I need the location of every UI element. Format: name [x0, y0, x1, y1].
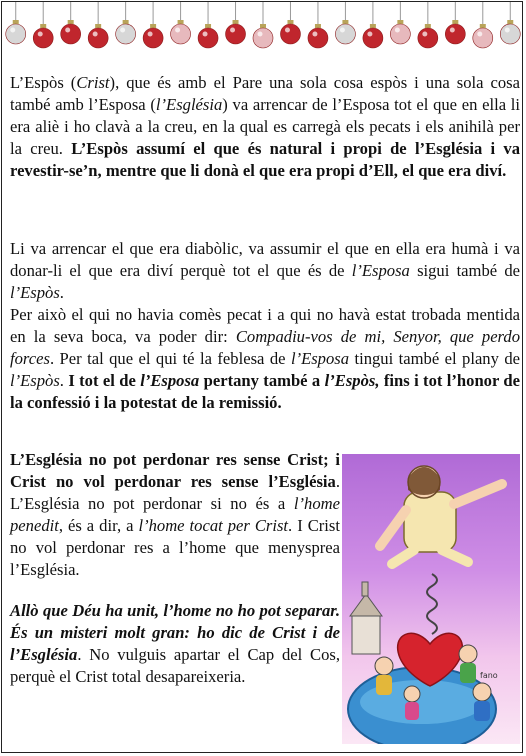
- child-figure: [459, 645, 477, 663]
- text: Li va arrencar el que era diabòlic, va assumir el que en ella era humà i va donar-li el que era diví perquè tot el que és de: [10, 239, 520, 280]
- christmas-ball-icon: [500, 24, 520, 44]
- ornament-highlight: [120, 28, 125, 33]
- text: sigui també de: [409, 261, 520, 280]
- ornament-cap: [178, 20, 184, 24]
- child-figure: [473, 683, 491, 701]
- italic-text: l’Espòs: [10, 283, 60, 302]
- text: tingui també el plany de: [349, 349, 521, 368]
- italic-text: l’Espòs: [10, 371, 60, 390]
- text: L’Espòs (: [10, 73, 77, 92]
- text: . I Crist no vol perdonar res a l’home que menysprea l’Església.: [10, 516, 340, 579]
- christmas-ball-icon: [253, 28, 273, 48]
- christmas-ball-icon: [280, 24, 300, 44]
- paragraph-5: [10, 600, 340, 688]
- ornament-cap: [95, 24, 101, 28]
- text: ), que és amb el Pare una sola cosa espòs i una sola cosa també amb l’Esposa (: [10, 73, 520, 114]
- bold-text: L’Església no pot perdonar res sense Crist; i Crist no vol perdonar res sense l’Església: [10, 450, 340, 491]
- italic-text: l’Església: [155, 95, 223, 114]
- christ-arm: [454, 484, 502, 504]
- text: Per això el qui no havia comès pecat i a qui no havà estat trobada mentida en la seva boca, va poder dir:: [10, 305, 520, 346]
- ornament-highlight: [450, 28, 455, 33]
- bold-text: L’Espòs assumí el que és natural i propi de l’Església i va revestir-se’n, mentre que li donà el que era propi d’Ell, el que era diví.: [10, 139, 520, 180]
- child-figure: [375, 657, 393, 675]
- ornament-cap: [260, 24, 266, 28]
- ornament-cap: [480, 24, 486, 28]
- christmas-ball-icon: [33, 28, 53, 48]
- ornament-cap: [150, 24, 156, 28]
- text: .: [59, 371, 69, 390]
- italic-text: l’Esposa: [290, 349, 350, 368]
- text: .: [59, 283, 64, 302]
- illustration-drawing: [342, 454, 520, 744]
- text: ) va arrencar de l’Esposa tot el que en ella li era aliè i ho clavà a la creu, en la qual es carregà els pecats i els anihilà per la creu.: [10, 95, 520, 158]
- paragraph-2: [10, 238, 520, 414]
- christmas-ornaments-border: [2, 2, 524, 58]
- ornament-highlight: [230, 28, 235, 33]
- ornament-cap: [425, 24, 431, 28]
- ornament-highlight: [258, 32, 263, 37]
- ornament-cap: [13, 20, 19, 24]
- ornament-highlight: [10, 28, 15, 33]
- church-building: [352, 614, 380, 654]
- ornament-highlight: [505, 28, 510, 33]
- ornament-highlight: [175, 28, 180, 33]
- bold-italic-text: l’Espòs,: [324, 371, 380, 390]
- ornament-highlight: [312, 32, 317, 37]
- spring-shape: [427, 574, 437, 634]
- italic-text: Crist: [76, 73, 110, 92]
- text: . No vulguis apartar el Cap del Cos, perquè el Crist total desapareixeria.: [10, 645, 340, 686]
- christmas-ball-icon: [418, 28, 438, 48]
- christmas-ball-icon: [198, 28, 218, 48]
- christmas-ball-icon: [88, 28, 108, 48]
- christmas-ball-icon: [143, 28, 163, 48]
- christmas-ball-icon: [363, 28, 383, 48]
- christmas-ball-icon: [335, 24, 355, 44]
- bold-text: pertany també a: [199, 371, 325, 390]
- christmas-ball-icon: [61, 24, 81, 44]
- ornament-cap: [287, 20, 293, 24]
- ornament-cap: [68, 20, 74, 24]
- page-frame: [1, 1, 523, 753]
- italic-text: l’home penedit: [10, 494, 340, 535]
- ornament-cap: [233, 20, 239, 24]
- bold-italic-text: Allò que Déu ha unit, l’home no ho pot separar. És un misteri molt gran: ho dic de Crist i de l’Església: [10, 601, 340, 664]
- christ-embracing-church-illustration: [342, 454, 520, 744]
- christmas-ball-icon: [473, 28, 493, 48]
- ornament-highlight: [367, 32, 372, 37]
- ornament-highlight: [340, 28, 345, 33]
- artist-signature: fano: [480, 671, 498, 680]
- ornament-highlight: [477, 32, 482, 37]
- ornament-highlight: [65, 28, 70, 33]
- ornament-cap: [342, 20, 348, 24]
- ornament-highlight: [148, 32, 153, 37]
- text: , és a dir, a: [58, 516, 139, 535]
- bold-text: I tot el de: [68, 371, 141, 390]
- christmas-ball-icon: [171, 24, 191, 44]
- text: . L’Església no pot perdonar si no és a: [10, 472, 340, 513]
- italic-text: l’Esposa: [351, 261, 410, 280]
- christmas-ball-icon: [308, 28, 328, 48]
- text: . Per tal que el qui té la feblesa de: [49, 349, 291, 368]
- christmas-ball-icon: [445, 24, 465, 44]
- ornament-cap: [315, 24, 321, 28]
- ornament-cap: [397, 20, 403, 24]
- christmas-ball-icon: [6, 24, 26, 44]
- ornament-highlight: [285, 28, 290, 33]
- ornament-highlight: [395, 28, 400, 33]
- ornament-highlight: [93, 32, 98, 37]
- christmas-ball-icon: [116, 24, 136, 44]
- paragraph-1: [10, 72, 520, 182]
- ornament-highlight: [203, 32, 208, 37]
- christ-robe: [404, 492, 456, 552]
- ornament-cap: [370, 24, 376, 28]
- christmas-ball-icon: [390, 24, 410, 44]
- bold-text: fins i tot l’honor de la confessió i la potestat de la remissió.: [10, 371, 521, 412]
- paragraph-4: [10, 449, 340, 581]
- christmas-ball-icon: [226, 24, 246, 44]
- ornament-highlight: [38, 32, 43, 37]
- ornament-cap: [452, 20, 458, 24]
- bold-italic-text: l’Esposa: [140, 371, 200, 390]
- paragraph-3: [10, 304, 520, 414]
- ornament-cap: [40, 24, 46, 28]
- ornament-cap: [205, 24, 211, 28]
- ornament-highlight: [422, 32, 427, 37]
- ornament-cap: [507, 20, 513, 24]
- italic-text: Compadiu-vos de mi, Senyor, que perdo forces: [10, 327, 520, 368]
- ornament-cap: [123, 20, 129, 24]
- italic-text: l’home tocat per Crist: [138, 516, 289, 535]
- child-figure: [404, 686, 420, 702]
